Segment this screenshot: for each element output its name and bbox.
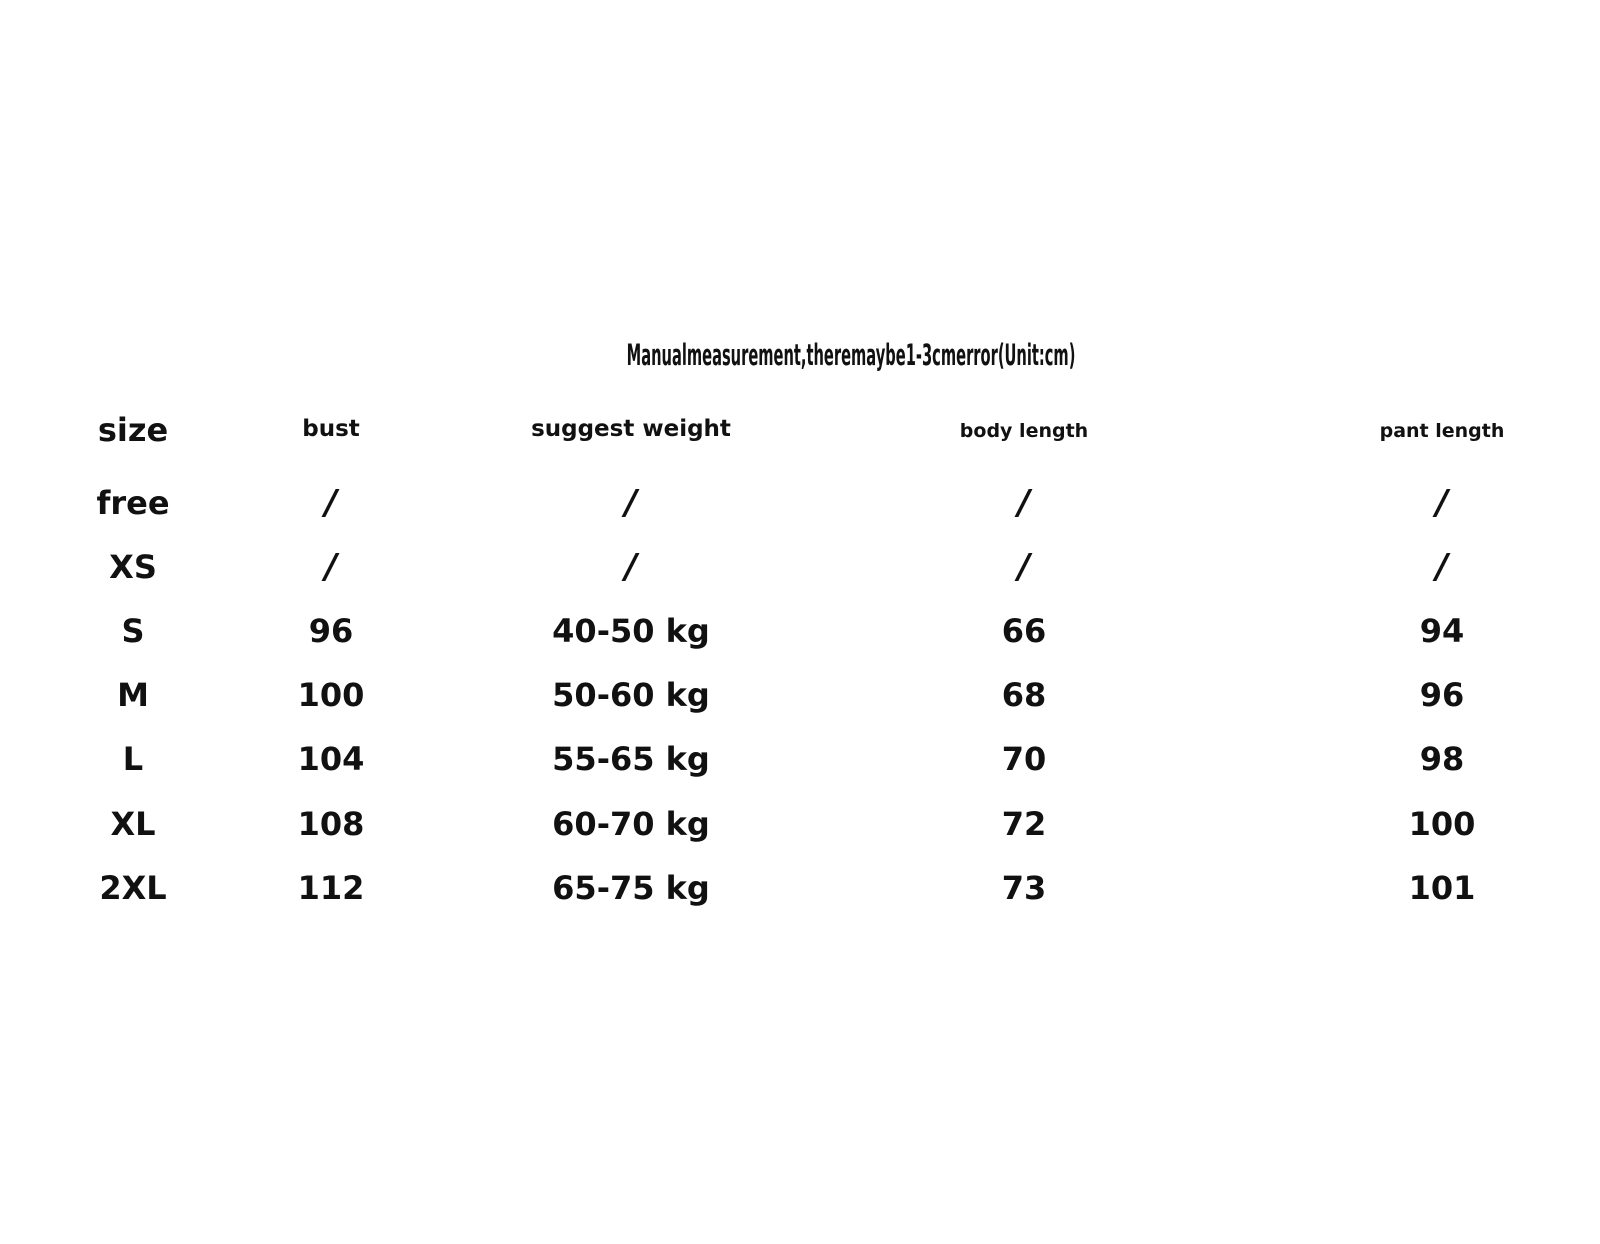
row-bust-value: / — [324, 483, 338, 523]
header-pant-length: pant length — [1379, 420, 1505, 442]
header-body-length: body length — [959, 420, 1089, 442]
row-body-length-value: 73 — [1001, 869, 1047, 907]
row-size-label: XS — [109, 548, 157, 586]
row-pant-length-value: 98 — [1419, 740, 1465, 778]
row-size-label: XL — [110, 805, 156, 843]
row-body-length-value: 68 — [1001, 676, 1047, 714]
row-pant-length-value: / — [1435, 547, 1449, 587]
row-size-label: free — [96, 484, 170, 522]
row-pant-length-value: / — [1435, 483, 1449, 523]
header-size: size — [97, 411, 169, 449]
row-weight-value: / — [624, 483, 638, 523]
row-weight-value: 65-75 kg — [552, 869, 710, 907]
row-weight-value: / — [624, 547, 638, 587]
row-bust-value: 100 — [297, 676, 365, 714]
row-bust-value: 104 — [297, 740, 365, 778]
row-size-label: 2XL — [99, 869, 167, 907]
row-weight-value: 40-50 kg — [552, 612, 710, 650]
row-body-length-value: 70 — [1001, 740, 1047, 778]
row-size-label: S — [121, 612, 145, 650]
row-pant-length-value: 101 — [1408, 869, 1476, 907]
row-body-length-value: / — [1017, 547, 1031, 587]
row-pant-length-value: 94 — [1419, 612, 1465, 650]
row-bust-value: 112 — [297, 869, 365, 907]
row-body-length-value: 66 — [1001, 612, 1047, 650]
row-pant-length-value: 100 — [1408, 805, 1476, 843]
header-bust: bust — [302, 416, 360, 442]
measurement-note: Manualmeasurement,theremaybe1-3cmerror(Unit:cm) — [626, 338, 1076, 372]
row-body-length-value: / — [1017, 483, 1031, 523]
header-suggest-weight: suggest weight — [531, 416, 731, 442]
row-weight-value: 55-65 kg — [552, 740, 710, 778]
row-bust-value: 108 — [297, 805, 365, 843]
row-pant-length-value: 96 — [1419, 676, 1465, 714]
row-size-label: M — [117, 676, 149, 714]
row-bust-value: 96 — [308, 612, 354, 650]
row-weight-value: 50-60 kg — [552, 676, 710, 714]
row-bust-value: / — [324, 547, 338, 587]
row-body-length-value: 72 — [1001, 805, 1047, 843]
row-size-label: L — [122, 740, 144, 778]
row-weight-value: 60-70 kg — [552, 805, 710, 843]
